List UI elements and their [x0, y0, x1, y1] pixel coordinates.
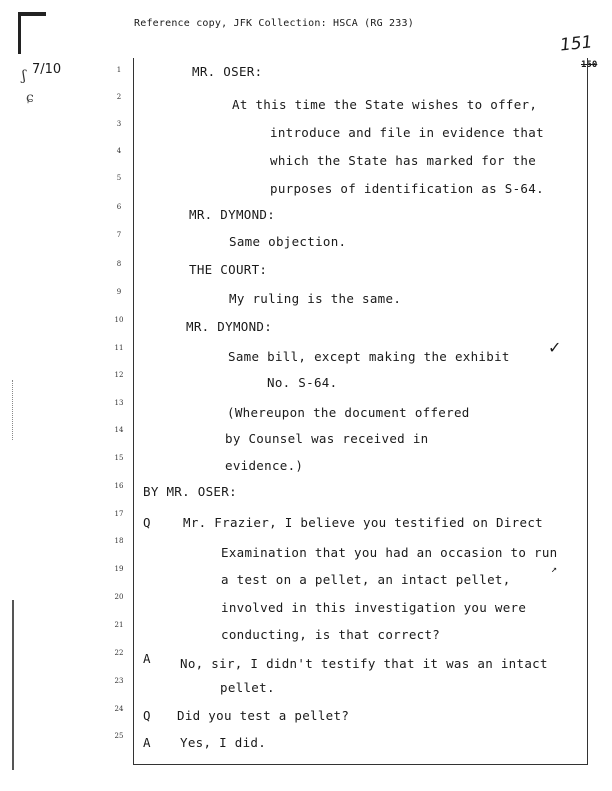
qa-marker: A	[143, 651, 151, 666]
qa-marker: A	[143, 735, 151, 750]
margin-specks	[12, 380, 17, 440]
transcript-line: evidence.)	[225, 458, 304, 473]
transcript-line: Yes, I did.	[180, 735, 267, 750]
transcript-line: Same objection.	[229, 234, 347, 249]
line-number: 22	[114, 649, 124, 657]
line-number: 19	[114, 565, 124, 573]
pencil-arrow-icon: ↗	[551, 564, 558, 575]
line-number: 12	[114, 371, 124, 379]
qa-marker: Q	[143, 515, 151, 530]
transcript-line: Did you test a pellet?	[177, 708, 350, 723]
line-number: 5	[116, 174, 122, 182]
line-number: 20	[114, 593, 124, 601]
reference-header: Reference copy, JFK Collection: HSCA (RG 233)	[134, 18, 414, 29]
page-number: 151	[559, 32, 594, 56]
line-number: 9	[116, 288, 122, 296]
speaker-heading: MR. DYMOND:	[186, 319, 273, 334]
side-note: 7/10	[32, 62, 62, 77]
line-number: 1	[116, 66, 122, 74]
line-number: 18	[114, 537, 124, 545]
line-number: 8	[116, 260, 122, 268]
transcript-line: At this time the State wishes to offer,	[232, 97, 538, 112]
line-number: 25	[114, 732, 124, 740]
qa-marker: Q	[143, 708, 151, 723]
transcript-line: pellet.	[220, 680, 275, 695]
line-number: 11	[114, 344, 124, 352]
line-number-column	[108, 0, 130, 791]
speaker-heading: MR. OSER:	[192, 64, 263, 79]
pencil-mark: ɕ	[26, 90, 34, 106]
transcript-line: involved in this investigation you were	[221, 600, 527, 615]
line-number: 13	[114, 399, 124, 407]
speaker-heading: THE COURT:	[189, 262, 268, 277]
transcript-line: Mr. Frazier, I believe you testified on Direct	[183, 515, 543, 530]
corner-scan-mark-vertical	[18, 12, 21, 54]
old-page-number: 150	[581, 60, 598, 70]
transcript-line: introduce and file in evidence that	[270, 125, 544, 140]
line-number: 3	[116, 120, 122, 128]
line-number: 2	[116, 93, 122, 101]
corner-scan-mark	[18, 12, 46, 16]
line-number: 17	[114, 510, 124, 518]
line-number: 24	[114, 705, 124, 713]
line-number: 21	[114, 621, 124, 629]
transcript-line: (Whereupon the document offered	[227, 405, 470, 420]
line-number: 10	[114, 316, 124, 324]
line-number: 14	[114, 426, 124, 434]
check-mark-icon: ✓	[548, 338, 562, 357]
speaker-heading: BY MR. OSER:	[143, 484, 237, 499]
line-number: 23	[114, 677, 124, 685]
margin-bar	[12, 600, 14, 770]
transcript-line: Examination that you had an occasion to run	[221, 545, 558, 560]
line-number: 4	[116, 147, 122, 155]
transcript-line: My ruling is the same.	[229, 291, 402, 306]
transcript-line: No. S-64.	[267, 375, 338, 390]
transcript-line: purposes of identification as S-64.	[270, 181, 544, 196]
line-number: 7	[116, 231, 122, 239]
line-number: 15	[114, 454, 124, 462]
line-number: 16	[114, 482, 124, 490]
line-number: 6	[116, 203, 122, 211]
transcript-line: No, sir, I didn't testify that it was an intact	[180, 656, 548, 671]
transcript-line: which the State has marked for the	[270, 153, 537, 168]
transcript-line: by Counsel was received in	[225, 431, 429, 446]
transcript-line: Same bill, except making the exhibit	[228, 349, 510, 364]
speaker-heading: MR. DYMOND:	[189, 207, 276, 222]
transcript-line: a test on a pellet, an intact pellet,	[221, 572, 511, 587]
transcript-line: conducting, is that correct?	[221, 627, 441, 642]
pencil-mark: ʃ	[22, 68, 26, 84]
